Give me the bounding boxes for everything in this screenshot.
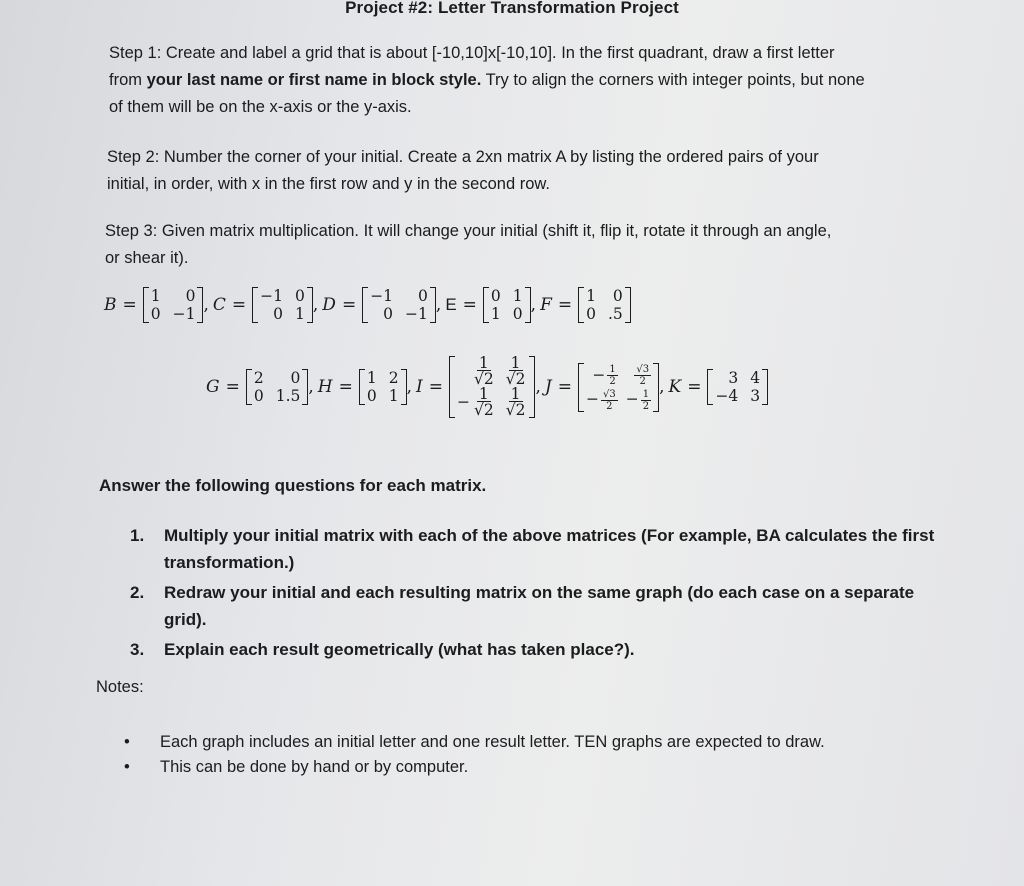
step-3-line-2: or shear it). [105, 249, 189, 267]
question-list [130, 522, 950, 666]
matrix-k: 3 4 −4 3 [707, 369, 768, 405]
matrix-h-label: H [317, 377, 333, 397]
matrix-j-label: J [544, 377, 552, 397]
matrix-e: 0 1 1 0 [483, 287, 531, 323]
list-item: 3. Explain each result geometrically (what has taken place?). [130, 640, 635, 659]
step-1-emphasis: your last name or first name in block style. [146, 71, 482, 89]
matrix-b: 1 0 0 −1 [143, 287, 204, 323]
step-2-line-2: initial, in order, with x in the first row and y in the second row. [107, 175, 550, 193]
list-item: • This can be done by hand or by computer. [124, 755, 825, 780]
bullet-icon: • [124, 733, 130, 751]
matrix-i-label: I [416, 377, 423, 397]
matrix-g-label: G [206, 377, 220, 397]
matrix-j: − $\frac{1}{2}$ $\frac{√3}{2}$ − $\frac{√3}{2}$ − $\frac{1}{2}$ [578, 363, 659, 412]
answer-heading: Answer the following questions for each matrix. [99, 476, 487, 495]
list-item: • Each graph includes an initial letter and one result letter. TEN graphs are expected to draw. [124, 730, 825, 755]
matrix-i: $\frac{1}{√2}$ $\frac{1}{√2}$ − $\frac{1}{√2}$ $\frac{1}{√2}$ [449, 356, 536, 418]
step-1-line-3: of them will be on the x-axis or the y-axis. [109, 98, 412, 116]
step-1-line-1: Step 1: Create and label a grid that is about [-10,10]x[-10,10]. In the first quadrant, draw a first letter [109, 44, 835, 62]
notes-list [124, 730, 825, 780]
matrix-c-label: C [212, 295, 226, 315]
matrix-f: 1 0 0 .5 [578, 287, 631, 323]
step-3 [105, 218, 831, 272]
matrix-row-2: G = 2 0 0 1.5 , H = 1 2 0 1 , I = $\frac{1}{√2}$ $\frac{1}{√2}$ − $\frac{1}{√2}$ $\frac{1}{√2}$ , J = − $\frac{1}{2}$ $\frac{√3}{2}$ − $\frac{√3}{2}$ − $\frac{1}{2}$ , K = 3 4 −4 3 [206, 356, 768, 418]
matrix-row-1: B = 1 0 0 −1 , C = −1 0 0 1 , D = −1 0 0 −1 , E = 0 1 1 0 , F = 1 0 0 .5 [104, 287, 631, 323]
list-item: 1. Multiply your initial matrix with each of the above matrices (For example, BA calculates the first transformation.) [130, 526, 935, 572]
step-1-line-2: from your last name or first name in block style. Try to align the corners with integer points, but none [109, 71, 865, 89]
matrix-c: −1 0 0 1 [252, 287, 313, 323]
matrix-g: 2 0 0 1.5 [246, 369, 309, 405]
page-title: Project #2: Letter Transformation Project [345, 0, 679, 17]
step-3-line-1: Step 3: Given matrix multiplication. It will change your initial (shift it, flip it, rotate it through an angle, [105, 222, 832, 240]
notes-label: Notes: [96, 678, 144, 696]
step-1 [109, 40, 865, 121]
matrix-e-label: E [445, 295, 457, 314]
matrix-k-label: K [668, 377, 682, 397]
matrix-b-label: B [104, 295, 117, 315]
matrix-d: −1 0 0 −1 [362, 287, 436, 323]
step-2 [107, 144, 819, 198]
bullet-icon: • [124, 758, 130, 776]
list-item: 2. Redraw your initial and each resulting matrix on the same graph (do each case on a separate grid). [130, 583, 915, 629]
matrix-d-label: D [322, 295, 336, 315]
matrix-h: 1 2 0 1 [359, 369, 407, 405]
step-2-line-1: Step 2: Number the corner of your initial. Create a 2xn matrix A by listing the ordered pairs of your [107, 148, 819, 166]
matrix-f-label: F [540, 295, 552, 315]
